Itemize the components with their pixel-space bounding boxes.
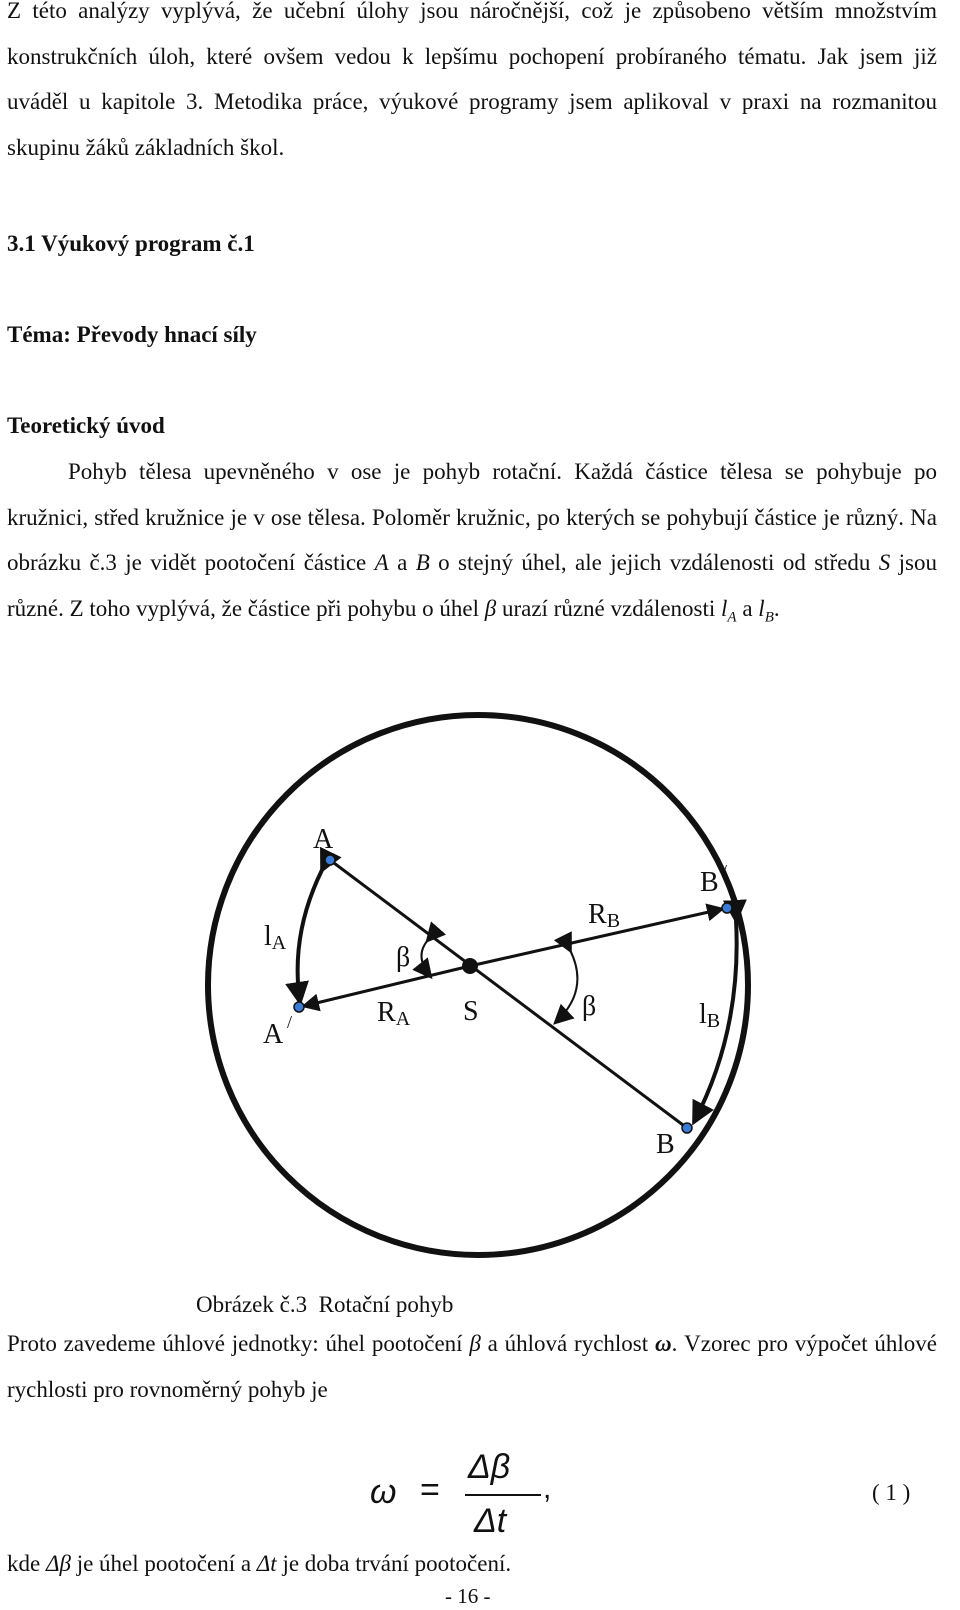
section-heading: 3.1 Výukový program č.1: [7, 231, 255, 256]
equation-number: ( 1 ): [872, 1480, 911, 1505]
theory-paragraph: Pohyb tělesa upevněného v ose je pohyb rotační. Každá částice tělesa se pohybuje po kružnici, střed kružnice je v ose tělesa. Poloměr kružnic, po kterých se pohybují částice je různý. Na obrázku č.3 je vidět pootočení částice A a B o stejný úhel, ale jejich vzdálenosti od středu S jsou různé. Z toho vyplývá, že částice při pohybu o úhel β urazí různé vzdálenosti $l_A$ a $l_B$.: [7, 459, 937, 626]
angle-arc-left: [421, 940, 430, 976]
rotation-figure: [0, 700, 960, 1280]
point-a-prime: [294, 1002, 304, 1012]
figure-caption: Obrázek č.3 Rotační pohyb: [196, 1292, 454, 1317]
equation-numerator: Δβ: [468, 1448, 511, 1486]
angle-beta: β: [484, 595, 497, 621]
point-b: [682, 1123, 692, 1133]
label-b: B: [656, 1129, 675, 1160]
label-b-prime: B: [700, 867, 719, 898]
label-beta-right: β: [582, 991, 597, 1022]
label-ra: RA: [377, 997, 411, 1030]
angle-arc-right: [556, 950, 577, 1022]
arc-la: [298, 870, 322, 1002]
fraction-bar: [465, 1494, 541, 1496]
theory-heading: Teoretický úvod: [7, 413, 165, 438]
label-beta-left: β: [396, 942, 411, 973]
particle-a: A: [374, 550, 389, 575]
point-b-prime: [722, 903, 732, 913]
label-la: lA: [264, 921, 287, 954]
particle-b: B: [415, 550, 430, 575]
label-a-prime-mark: /: [287, 1012, 293, 1032]
label-s: S: [463, 996, 479, 1027]
segment-a-b: [330, 860, 687, 1128]
topic-heading: Téma: Převody hnací síly: [7, 322, 257, 347]
point-a: [325, 855, 335, 865]
label-a: A: [313, 824, 334, 855]
rotation-circle: [208, 715, 748, 1255]
label-b-prime-mark: /: [722, 861, 728, 881]
equation-lhs: ω: [370, 1473, 397, 1511]
equation-explanation: kde Δβ je úhel pootočení a Δt je doba trvání pootočení.: [7, 1551, 512, 1576]
label-a-prime: A: [263, 1019, 284, 1050]
after-figure-paragraph: Proto zavedeme úhlové jednotky: úhel pootočení β a úhlová rychlost ω. Vzorec pro výpočet úhlové rychlosti pro rovnoměrný pohyb je: [7, 1331, 938, 1402]
center-point: [462, 958, 478, 974]
label-lb: lB: [699, 999, 721, 1032]
intro-paragraph: Z této analýzy vyplývá, že učební úlohy jsou náročnější, což je způsobeno větším množstvím konstrukčních úloh, které ovšem vedou k lepšímu pochopení probíraného tématu. Jak jsem již uváděl u kapitole 3. Metodika práce, výukové programy jsem aplikoval v praxi na rozmanitou skupinu žáků základních škol.: [7, 0, 937, 160]
equation-denominator: Δt: [474, 1502, 507, 1540]
equation-comma: ,: [543, 1472, 552, 1505]
center-s: S: [878, 550, 891, 575]
label-rb: RB: [588, 899, 621, 932]
page-number: - 16 -: [445, 1584, 491, 1608]
equation-equals: =: [420, 1471, 440, 1509]
